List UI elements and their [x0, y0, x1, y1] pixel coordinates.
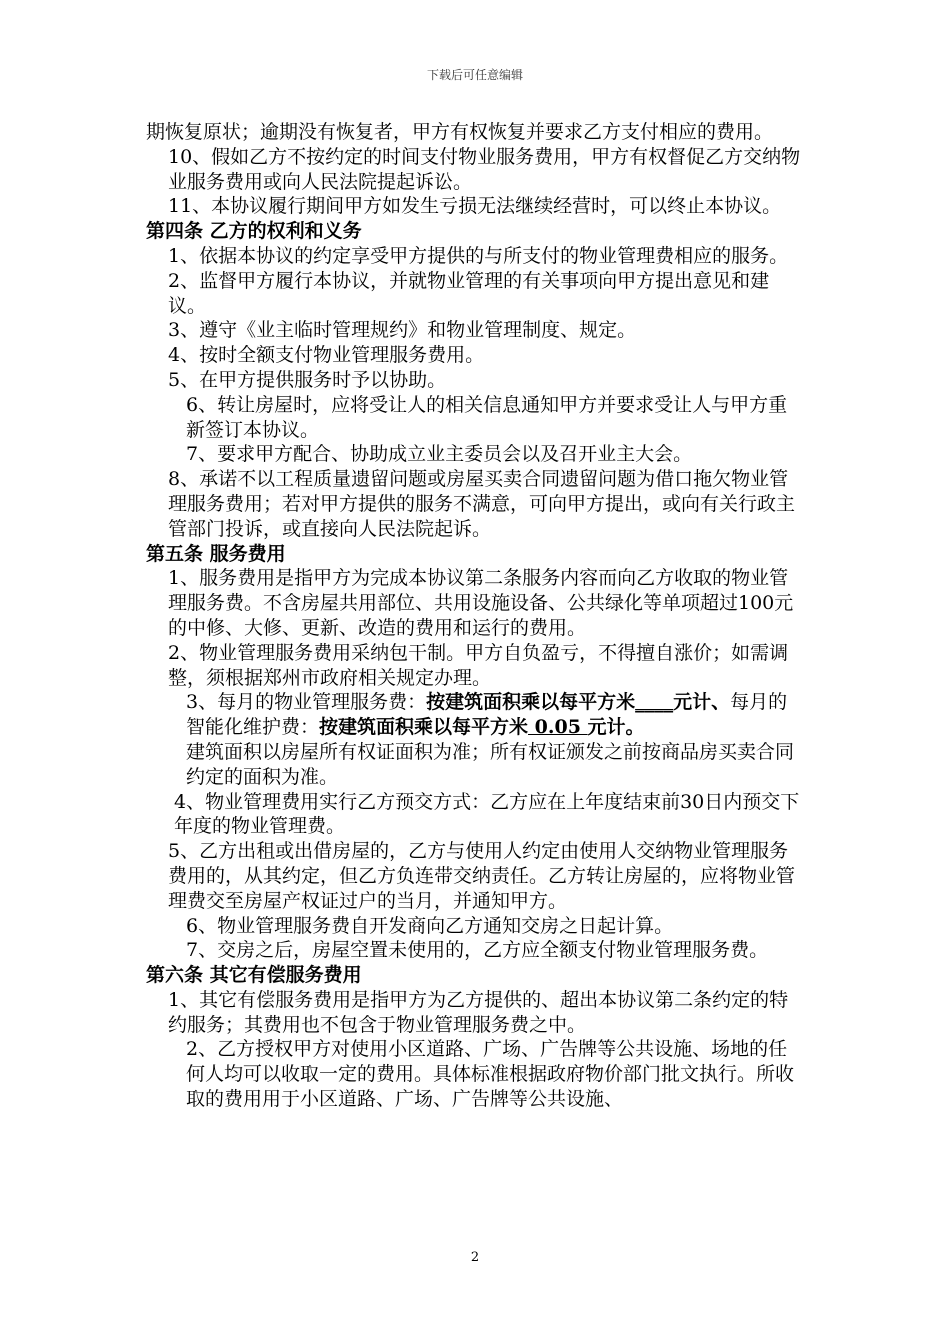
- smart-fee-unit: 元计。: [587, 716, 645, 739]
- paragraph: 1、其它有偿服务费用是指甲方为乙方提供的、超出本协议第二条约定的特约服务；其费用也不包含于物业管理服务费之中。: [168, 988, 789, 1036]
- paragraph: 3、遵守《业主临时管理规约》和物业管理制度、规定。: [168, 319, 637, 342]
- section-heading: 第六条 其它有偿服务费用: [146, 964, 362, 987]
- paragraph: 7、交房之后，房屋空置未使用的，乙方应全额支付物业管理服务费。: [186, 939, 769, 962]
- paragraph: 期恢复原状；逾期没有恢复者，甲方有权恢复并要求乙方支付相应的费用。: [146, 121, 774, 143]
- document-body: [146, 120, 806, 1112]
- paragraph: 4、按时全额支付物业管理服务费用。: [168, 344, 485, 367]
- paragraph: 建筑面积以房屋所有权证面积为准；所有权证颁发之前按商品房买卖合同约定的面积为准。: [186, 740, 795, 788]
- smart-fee-label: 每月的智能化维护费：: [186, 691, 788, 739]
- paragraph: 5、在甲方提供服务时予以协助。: [168, 368, 447, 391]
- paragraph: 10、假如乙方不按约定的时间支付物业服务费用，甲方有权督促乙方交纳物业服务费用或向人民法院提起诉讼。: [168, 145, 801, 193]
- paragraph: 5、乙方出租或出借房屋的，乙方与使用人约定由使用人交纳物业管理服务费用的，从其约定，但乙方负连带交纳责任。乙方转让房屋的，应将物业管理费交至房屋产权证过户的当月，并通知甲方。: [168, 840, 796, 912]
- paragraph: 11、本协议履行期间甲方如发生亏损无法继续经营时，可以终止本协议。: [168, 195, 782, 218]
- paragraph: 2、乙方授权甲方对使用小区道路、广场、广告牌等公共设施、场地的任何人均可以收取一定的费用。具体标准根据政府物价部门批文执行。所收取的费用用于小区道路、广场、广告牌等公共设施、: [186, 1038, 795, 1111]
- section-heading: 第四条 乙方的权利和义务: [146, 220, 362, 243]
- smart-fee-rule: 按建筑面积乘以每平方米: [319, 716, 529, 739]
- fee-blank: ____: [635, 691, 674, 714]
- paragraph: 4、物业管理费用实行乙方预交方式：乙方应在上年度结束前30日内预交下年度的物业管理费。: [174, 790, 800, 838]
- paragraph-fee-rates: [146, 690, 806, 740]
- paragraph: 7、要求甲方配合、协助成立业主委员会以及召开业主大会。: [186, 443, 693, 466]
- paragraph: 2、物业管理服务费用采纳包干制。甲方自负盈亏，不得擅自涨价；如需调整，须根据郑州市政府相关规定办理。: [168, 641, 789, 689]
- fee-rule: 按建筑面积乘以每平方米: [426, 691, 636, 714]
- paragraph: 6、转让房屋时，应将受让人的相关信息通知甲方并要求受让人与甲方重新签订本协议。: [186, 393, 788, 441]
- paragraph: 6、物业管理服务费自开发商向乙方通知交房之日起计算。: [186, 914, 674, 937]
- section-heading: 第五条 服务费用: [146, 542, 286, 565]
- page-number: 2: [470, 1250, 480, 1265]
- page-header: 下载后可任意编辑: [426, 68, 523, 82]
- fee-label: 3、每月的物业管理服务费：: [186, 691, 427, 714]
- paragraph: 1、依据本协议的约定享受甲方提供的与所支付的物业管理费相应的服务。: [168, 244, 789, 267]
- fee-unit: 元计、: [673, 691, 731, 714]
- paragraph: 2、监督甲方履行本协议，并就物业管理的有关事项向甲方提出意见和建议。: [168, 269, 770, 317]
- paragraph: 8、承诺不以工程质量遗留问题或房屋买卖合同遗留问题为借口拖欠物业管理服务费用；若对甲方提供的服务不满意，可向甲方提出，或向有关行政主管部门投诉，或直接向人民法院起诉。: [168, 468, 796, 540]
- smart-fee-value: 0.05: [528, 716, 588, 739]
- paragraph: 1、服务费用是指甲方为完成本协议第二条服务内容而向乙方收取的物业管理服务费。不含房屋共用部位、共用设施设备、公共绿化等单项超过100元的中修、大修、更新、改造的费用和运行的费用。: [168, 567, 794, 639]
